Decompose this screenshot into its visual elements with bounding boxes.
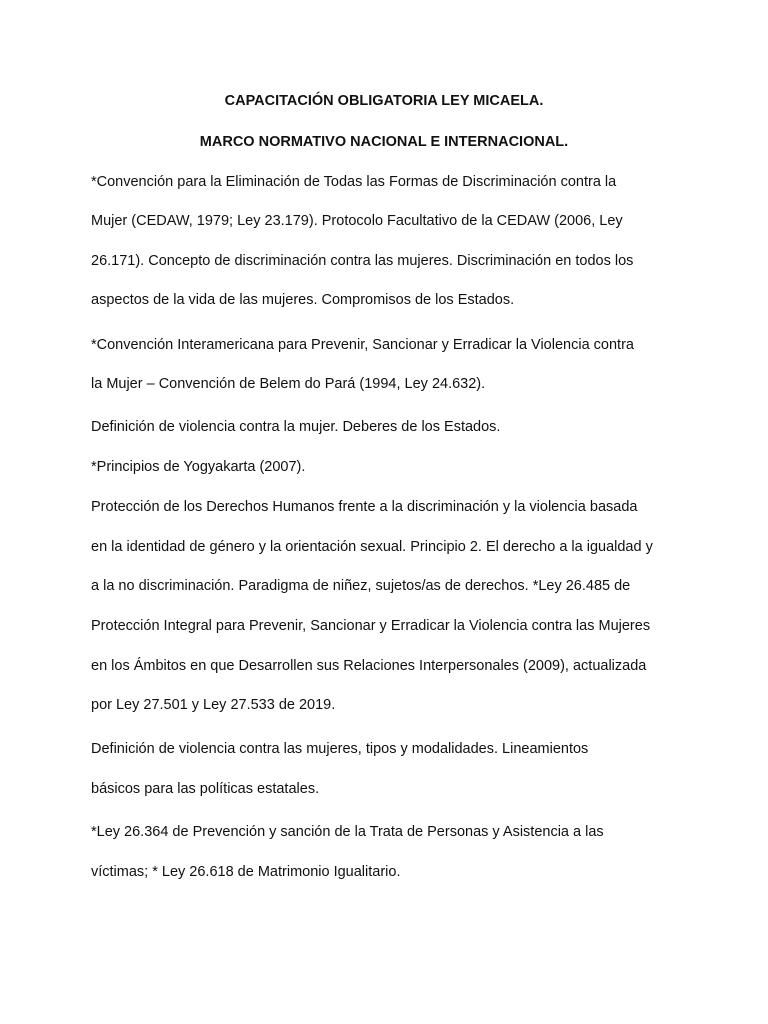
text-line: Protección Integral para Prevenir, Sancionar y Erradicar la Violencia contra las Mujeres [91, 618, 651, 634]
text-line: 26.171). Concepto de discriminación contra las mujeres. Discriminación en todos los [91, 253, 634, 269]
text-line: *Ley 26.364 de Prevención y sanción de la Trata de Personas y Asistencia a las [91, 824, 604, 840]
text-line: víctimas; * Ley 26.618 de Matrimonio Igualitario. [91, 864, 401, 880]
text-line: Mujer (CEDAW, 1979; Ley 23.179). Protocolo Facultativo de la CEDAW (2006, Ley [91, 213, 623, 229]
text-line: *Convención para la Eliminación de Todas las Formas de Discriminación contra la [91, 174, 617, 190]
text-line: Definición de violencia contra las mujeres, tipos y modalidades. Lineamientos [91, 741, 589, 757]
text-line: en los Ámbitos en que Desarrollen sus Relaciones Interpersonales (2009), actualizada [91, 658, 647, 674]
text-line: Definición de violencia contra la mujer. Deberes de los Estados. [91, 419, 501, 435]
document-subtitle: MARCO NORMATIVO NACIONAL E INTERNACIONAL. [199, 134, 569, 150]
text-line: a la no discriminación. Paradigma de niñez, sujetos/as de derechos. *Ley 26.485 de [91, 578, 631, 594]
text-line: básicos para las políticas estatales. [91, 781, 320, 797]
text-line: *Principios de Yogyakarta (2007). [91, 459, 306, 475]
text-line: Protección de los Derechos Humanos frente a la discriminación y la violencia basada [91, 499, 638, 515]
text-line: por Ley 27.501 y Ley 27.533 de 2019. [91, 697, 336, 713]
text-line: aspectos de la vida de las mujeres. Compromisos de los Estados. [91, 292, 515, 308]
text-line: la Mujer – Convención de Belem do Pará (1994, Ley 24.632). [91, 376, 486, 392]
text-line: *Convención Interamericana para Prevenir, Sancionar y Erradicar la Violencia contra [91, 337, 634, 353]
document-title: CAPACITACIÓN OBLIGATORIA LEY MICAELA. [224, 93, 544, 109]
text-line: en la identidad de género y la orientación sexual. Principio 2. El derecho a la igualdad y [91, 539, 653, 555]
